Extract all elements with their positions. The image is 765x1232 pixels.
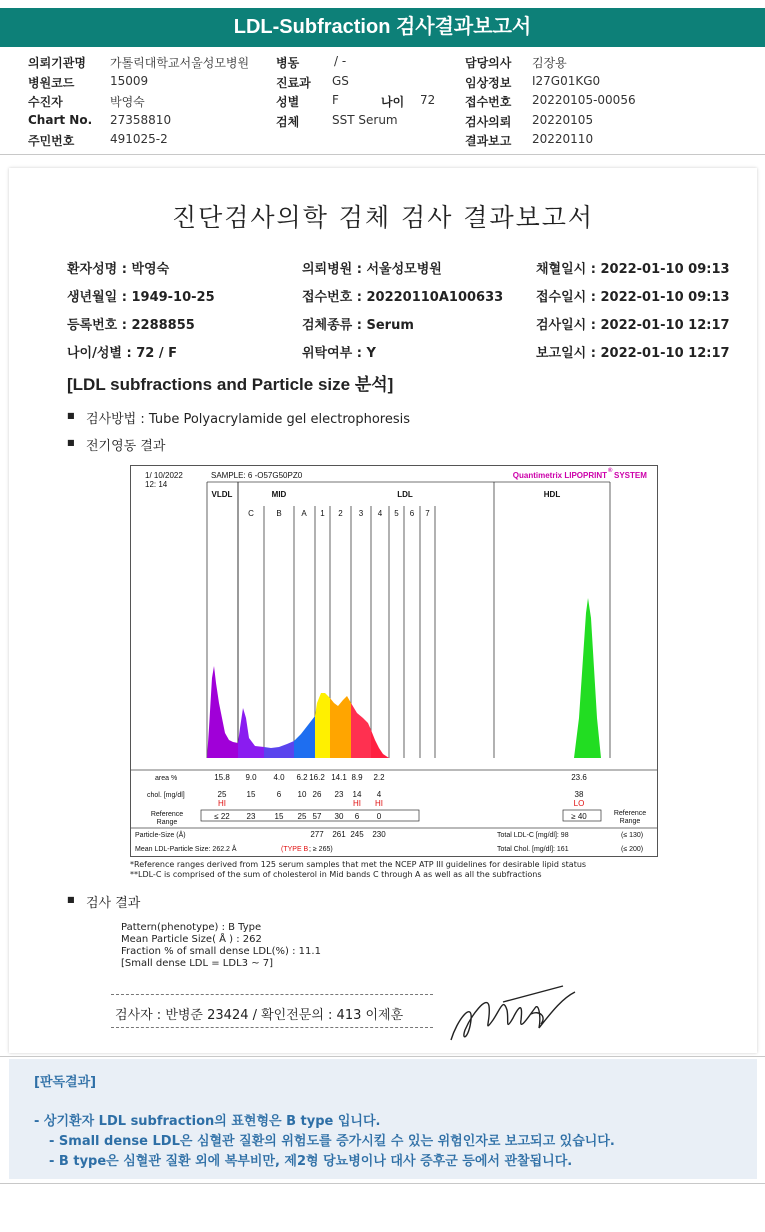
chol-value-C: 15 xyxy=(246,790,256,799)
flag-4: HI xyxy=(375,799,383,808)
flag-VLDL: HI xyxy=(218,799,226,808)
report-title: 진단검사의학 검체 검사 결과보고서 xyxy=(171,203,595,232)
chart-footnotes xyxy=(130,860,586,879)
chol-value-3: 14 xyxy=(352,790,362,799)
info-receipt-time: 접수일시 : 2022-01-10 09:13 xyxy=(536,290,730,305)
area-value-3: 8.9 xyxy=(351,773,363,782)
label-hospital-code: 병원코드 xyxy=(28,75,75,90)
result-pattern: Pattern(phenotype) : B Type xyxy=(121,922,262,933)
info-test-time: 검사일시 : 2022-01-10 12:17 xyxy=(536,318,730,333)
chol-value-B: 6 xyxy=(276,790,282,799)
label-requesting-institution: 의뢰기관명 xyxy=(28,56,86,70)
total-chol-range: (≤ 200) xyxy=(621,846,644,853)
section-title: [LDL subfractions and Particle size 분석] xyxy=(67,375,394,394)
examiner-line: 검사자 : 반병준 23424 / 확인전문의 : 413 이제훈 xyxy=(115,1008,404,1023)
area-value-HDL: 23.6 xyxy=(571,773,587,782)
size-value-3: 245 xyxy=(350,830,364,839)
meta-row xyxy=(28,74,748,94)
size-value-2: 261 xyxy=(332,830,346,839)
lipoprint-chart-svg xyxy=(131,466,657,856)
band-label-5: 5 xyxy=(394,509,399,518)
chart-time: 12: 14 xyxy=(145,480,168,489)
chol-value-2: 23 xyxy=(334,790,344,799)
chol-value-4: 4 xyxy=(376,790,382,799)
peak-mid-c xyxy=(238,708,264,758)
area-value-B: 4.0 xyxy=(273,773,285,782)
area-value-VLDL: 15.8 xyxy=(214,773,230,782)
label-doctor: 담당의사 xyxy=(465,56,512,70)
label-report-date: 결과보고 xyxy=(465,134,512,148)
interpretation-title: [판독결과] xyxy=(34,1075,97,1090)
mean-type: (TYPE B xyxy=(281,846,309,853)
reference-label-right: Reference xyxy=(613,810,647,817)
dashed-divider xyxy=(111,994,433,995)
row-label-range: Range xyxy=(156,819,178,826)
label-receipt-no: 접수번호 xyxy=(465,95,512,109)
chol-value-1: 26 xyxy=(312,790,322,799)
value-chart-no: 27358810 xyxy=(110,112,172,127)
ref-value-C: 23 xyxy=(246,812,256,821)
info-registration-number: 등록번호 : 2288855 xyxy=(67,318,195,333)
ref-value-2: 30 xyxy=(334,812,344,821)
signature-image xyxy=(443,980,583,1050)
info-specimen-type: 검체종류 : Serum xyxy=(302,318,414,333)
label-age: 나이 xyxy=(381,95,405,109)
info-age-sex: 나이/성별 : 72 / F xyxy=(67,346,178,361)
lipoprint-chart xyxy=(130,465,658,857)
flag-3: HI xyxy=(353,799,361,808)
row-label-particle-size: Particle-Size (Å) xyxy=(135,832,186,839)
label-department: 진료과 xyxy=(276,75,311,90)
value-request-date: 20220105 xyxy=(532,112,594,127)
ref-value-VLDL: ≤ 22 xyxy=(214,812,230,821)
band-label-7: 7 xyxy=(425,509,430,518)
ref-value-B: 15 xyxy=(274,812,284,821)
size-value-1: 277 xyxy=(310,830,324,839)
band-label-6: 6 xyxy=(409,509,415,518)
footnote-reference: *Reference ranges derived from 125 serum samples that met the NCEP ATP III guidelines for desirable lipid status xyxy=(130,860,587,869)
value-department: GS xyxy=(332,73,349,88)
size-value-4: 230 xyxy=(372,830,386,839)
ref-value-4: 0 xyxy=(376,812,382,821)
info-birth-date: 생년월일 : 1949-10-25 xyxy=(67,290,215,305)
value-specimen: SST Serum xyxy=(332,112,398,127)
group-label-mid: MID xyxy=(271,490,287,499)
label-request-date: 검사의뢰 xyxy=(465,114,512,129)
total-cholesterol: Total Chol. [mg/dl]: 161 xyxy=(497,846,569,853)
area-value-A: 6.2 xyxy=(296,773,308,782)
electrophoresis-label: ■ 전기영동 결과 xyxy=(86,435,165,454)
value-clinical-info: I27G01KG0 xyxy=(532,73,601,88)
info-patient-name: 환자성명 : 박영숙 xyxy=(67,262,170,277)
area-value-4: 2.2 xyxy=(373,773,385,782)
report-banner-title: LDL-Subfraction 검사결과보고서 xyxy=(0,8,765,47)
result-small-dense-definition: [Small dense LDL = LDL3 ~ 7] xyxy=(121,958,274,969)
peak-hdl xyxy=(574,598,601,758)
group-label-ldl: LDL xyxy=(397,490,413,499)
label-chart-no: Chart No. xyxy=(28,112,93,127)
peak-ldl-4 xyxy=(371,730,389,758)
meta-row xyxy=(28,93,748,113)
peak-ldl-3 xyxy=(351,703,371,758)
row-label-chol: chol. [mg/dl] xyxy=(147,792,185,799)
interpretation-panel xyxy=(9,1059,757,1179)
info-receipt-number: 접수번호 : 20220110A100633 xyxy=(302,290,504,305)
range-label-right: Range xyxy=(619,818,641,825)
peak-vldl xyxy=(207,666,238,758)
label-clinical-info: 임상정보 xyxy=(465,75,512,90)
value-requesting-institution: 가톨릭대학교서울성모병원 xyxy=(110,56,250,70)
ref-value-A: 25 xyxy=(297,812,307,821)
interpretation-line: - 상기환자 LDL subfraction의 표현형은 B type 입니다. xyxy=(34,1114,381,1129)
band-label-4: 4 xyxy=(377,509,383,518)
info-outsourced: 위탁여부 : Y xyxy=(302,346,376,361)
test-method: ■ 검사방법 : Tube Polyacrylamide gel electrophoresis xyxy=(86,408,410,427)
value-sex: F xyxy=(332,93,339,107)
interpretation-line: - B type은 심혈관 질환 외에 복부비만, 제2형 당뇨병이나 대사 증후군 등에서 관찰됩니다. xyxy=(49,1154,573,1169)
header-meta xyxy=(28,54,748,152)
total-ldl-range: (≤ 130) xyxy=(621,832,644,839)
row-label-reference: Reference xyxy=(150,811,184,818)
area-value-2: 14.1 xyxy=(331,773,347,782)
band-label-1: 1 xyxy=(320,509,325,518)
peak-mid-a xyxy=(294,716,315,758)
chart-brand: Quantimetrix LIPOPRINT xyxy=(512,471,607,480)
result-summary xyxy=(121,922,321,970)
interpretation-line: - Small dense LDL은 심혈관 질환의 위험도를 증가시킬 수 있는 위험인자로 보고되고 있습니다. xyxy=(49,1134,615,1149)
value-doctor: 김장용 xyxy=(532,56,567,70)
band-label-C: C xyxy=(248,509,254,518)
peak-ldl-1 xyxy=(315,693,330,758)
flag-HDL: LO xyxy=(573,799,585,808)
band-label-A: A xyxy=(301,509,307,518)
label-resident-no: 주민번호 xyxy=(28,134,75,148)
area-value-C: 9.0 xyxy=(245,773,257,782)
value-age: 72 xyxy=(420,93,436,107)
chol-value-A: 10 xyxy=(297,790,307,799)
total-ldl-c: Total LDL-C [mg/dl]: 98 xyxy=(497,832,569,839)
chart-brand-suffix: SYSTEM xyxy=(614,471,647,480)
result-small-dense-fraction: Fraction % of small dense LDL(%) : 11.1 xyxy=(121,946,321,957)
info-report-time: 보고일시 : 2022-01-10 12:17 xyxy=(536,346,730,361)
band-label-2: 2 xyxy=(338,509,343,518)
meta-row xyxy=(28,132,748,152)
reference-range-box-left xyxy=(201,810,419,821)
value-hospital-code: 15009 xyxy=(110,73,149,88)
value-resident-no: 491025-2 xyxy=(110,132,168,146)
mean-range: ; ≥ 265) xyxy=(309,846,333,853)
lab-report-document xyxy=(9,168,757,1053)
label-patient: 수진자 xyxy=(28,95,63,109)
label-ward: 병동 xyxy=(276,56,300,70)
band-label-3: 3 xyxy=(358,509,364,518)
ref-value-HDL: ≥ 40 xyxy=(571,812,587,821)
meta-row xyxy=(28,113,748,133)
chol-value-VLDL: 25 xyxy=(217,790,227,799)
result-mean-size: Mean Particle Size( Å ) : 262 xyxy=(121,934,262,945)
chart-date: 1/ 10/2022 xyxy=(145,471,183,480)
peak-mid-b xyxy=(264,741,294,758)
ref-value-3: 6 xyxy=(354,812,360,821)
chol-value-HDL: 38 xyxy=(574,790,584,799)
ref-value-1: 57 xyxy=(312,812,322,821)
info-collection-time: 채혈일시 : 2022-01-10 09:13 xyxy=(536,262,730,277)
band-label-B: B xyxy=(276,509,282,518)
label-specimen: 검체 xyxy=(276,114,300,129)
peak-ldl-2 xyxy=(330,696,351,758)
divider xyxy=(0,1056,765,1057)
value-receipt-no: 20220105-00056 xyxy=(532,93,636,107)
result-label: ■ 검사 결과 xyxy=(86,892,140,911)
meta-row xyxy=(28,54,748,74)
value-report-date: 20220110 xyxy=(532,132,594,146)
info-requesting-hospital: 의뢰병원 : 서울성모병원 xyxy=(302,262,442,277)
value-ward: / - xyxy=(334,54,347,68)
divider xyxy=(0,154,765,155)
mean-particle-size: Mean LDL-Particle Size: 262.2 Å xyxy=(135,846,237,853)
divider xyxy=(0,1183,765,1184)
chart-sample: SAMPLE: 6 -O57G50PZ0 xyxy=(211,471,303,480)
group-label-hdl: HDL xyxy=(543,490,561,499)
label-sex: 성별 xyxy=(276,95,300,109)
chart-brand-reg: ® xyxy=(608,468,613,474)
area-value-1: 16.2 xyxy=(309,773,325,782)
footnote-ldl-c: **LDL-C is comprised of the sum of cholesterol in Mid bands C through A as well as all the subfractions xyxy=(130,869,542,879)
value-patient: 박영숙 xyxy=(110,95,145,109)
row-label-area: area % xyxy=(155,775,178,782)
dashed-divider xyxy=(111,1027,433,1028)
group-label-vldl: VLDL xyxy=(211,490,233,499)
